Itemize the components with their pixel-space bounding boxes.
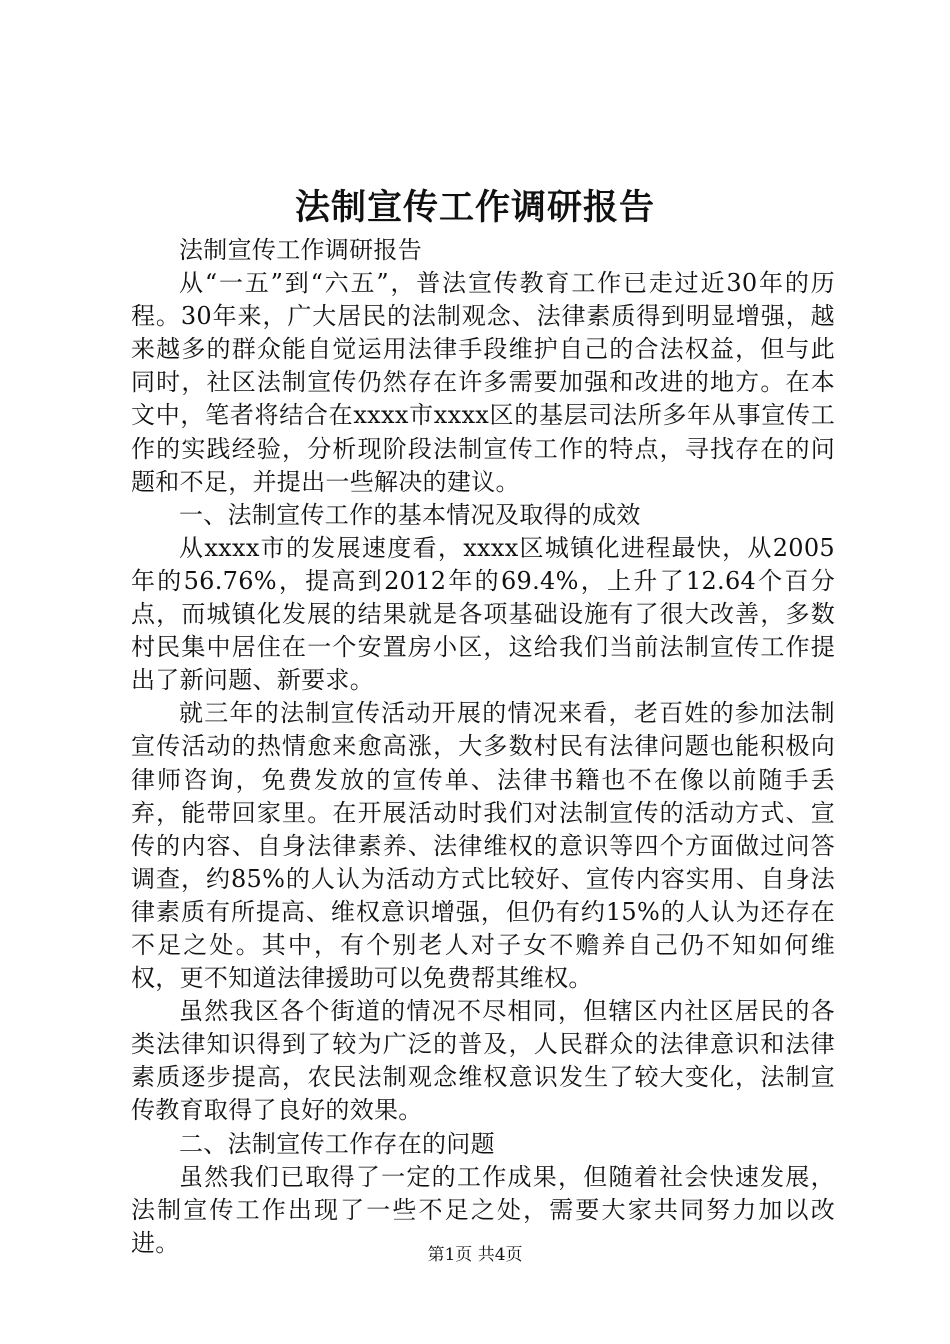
section-heading-1: 一、法制宣传工作的基本情况及取得的成效: [179, 500, 641, 529]
body-paragraph: 从xxxx市的发展速度看，xxxx区城镇化进程最快，从2005年的56.76%，提高到2012年的69.4%，上升了12.64个百分点，而城镇化发展的结果就是各项基础设施有了很大改善，多数村民集中居住在一个安置房小区，这给我们当前法制宣传工作提出了新问题、新要求。: [131, 533, 835, 695]
page-footer: 第1页 共4页: [427, 1245, 523, 1265]
intro-paragraph: 从“一五”到“六五”，普法宣传教育工作已走过近30年的历程。30年来，广大居民的法制观念、法律素质得到明显增强，越来越多的群众能自觉运用法律手段维护自己的合法权益，但与此同时，社区法制宣传仍然存在许多需要加强和改进的地方。在本文中，笔者将结合在xxxx市xxxx区的基层司法所多年从事宣传工作的实践经验，分析现阶段法制宣传工作的特点，寻找存在的问题和不足，并提出一些解决的建议。: [131, 269, 835, 496]
subtitle-paragraph: 法制宣传工作调研报告: [179, 236, 422, 264]
document-title: 法制宣传工作调研报告: [294, 187, 655, 228]
body-paragraph: 虽然我们已取得了一定的工作成果，但随着社会快速发展，法制宣传工作出现了一些不足之处，需要大家共同努力加以改进。: [131, 1162, 835, 1257]
body-paragraph: 虽然我区各个街道的情况不尽相同，但辖区内社区居民的各类法律知识得到了较为广泛的普及，人民群众的法律意识和法律素质逐步提高，农民法制观念维权意识发生了较大变化，法制宣传教育取得了良好的效果。: [131, 997, 835, 1125]
section-heading-2: 二、法制宣传工作存在的问题: [179, 1129, 495, 1158]
body-paragraph: 就三年的法制宣传活动开展的情况来看，老百姓的参加法制宣传活动的热情愈来愈高涨，大多数村民有法律问题也能积极向律师咨询，免费发放的宣传单、法律书籍也不在像以前随手丢弃，能带回家里。在开展活动时我们对法制宣传的活动方式、宣传的内容、自身法律素养、法律维权的意识等四个方面做过问答调查，约85%的人认为活动方式比较好、宣传内容实用、自身法律素质有所提高、维权意识增强，但仍有约15%的人认为还存在不足之处。其中，有个别老人对子女不赡养自己仍不知如何维权，更不知道法律援助可以免费帮其维权。: [131, 699, 835, 993]
document-body: [131, 234, 835, 1260]
